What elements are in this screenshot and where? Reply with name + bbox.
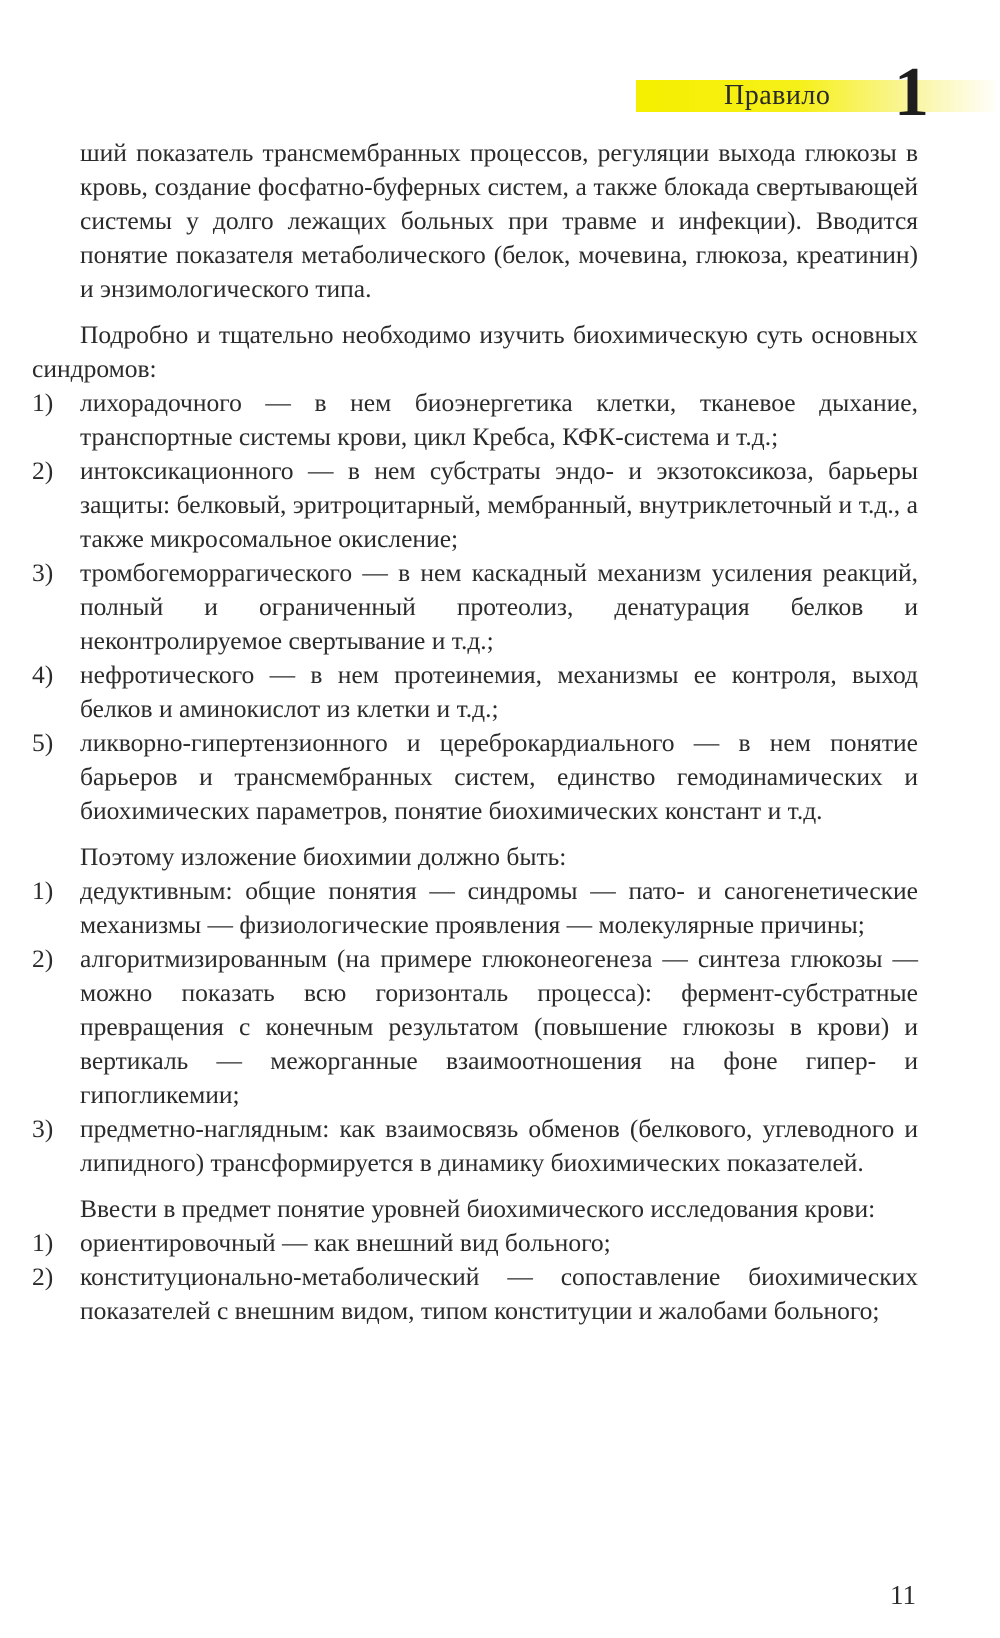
list-item-number: 2) <box>32 456 54 485</box>
running-header-label: Правило <box>724 80 831 111</box>
chapter-number: 1 <box>894 54 929 131</box>
page-body <box>32 136 918 1328</box>
list-item <box>32 556 918 658</box>
list-item <box>32 1260 918 1328</box>
list-item-text: интоксикационного — в нем субстраты эндо- и экзотоксикоза, барьеры защиты: белковый, эритроцитарный, мембранный, внутриклеточный и т.д., а также микросомальное окисление; <box>80 456 918 553</box>
list-item-text: ориентировочный — как внешний вид больного; <box>80 1228 611 1257</box>
levels-list <box>32 1226 918 1328</box>
list-item-number: 2) <box>32 1262 54 1291</box>
list-item <box>32 726 918 828</box>
paragraph-syndromes-intro: Подробно и тщательно необходимо изучить биохимическую суть основных синдромов: <box>32 320 918 383</box>
list-item <box>32 874 918 942</box>
list-item-number: 5) <box>32 728 54 757</box>
paragraph-continuation: ший показатель трансмембранных процессов, регуляции выхода глюкозы в кровь, создание фосфатно-буферных систем, а также блокада свертывающей системы у долго лежащих больных при травме и инфекции). Вводится понятие показателя метаболического (белок, мочевина, глюкоза, креатинин) и энзимологического типа. <box>80 138 918 303</box>
list-item <box>32 658 918 726</box>
list-item-number: 1) <box>32 876 54 905</box>
list-item-number: 4) <box>32 660 54 689</box>
list-item-number: 1) <box>32 388 54 417</box>
paragraph-presentation-intro: Поэтому изложение биохимии должно быть: <box>80 842 567 871</box>
paragraph-levels-intro: Ввести в предмет понятие уровней биохимического исследования крови: <box>80 1194 876 1223</box>
list-item-text: ликворно-гипертензионного и цереброкардиального — в нем понятие барьеров и трансмембранных систем, единство гемодинамических и биохимических параметров, понятие биохимических констант и т.д. <box>80 728 918 825</box>
list-item-text: тромбогеморрагического — в нем каскадный механизм усиления реакций, полный и ограниченный протеолиз, денатурация белков и неконтролируемое свертывание и т.д.; <box>80 558 918 655</box>
list-item-text: алгоритмизированным (на примере глюконеогенеза — синтеза глюкозы — можно показать всю горизонталь процесса): фермент-субстратные превращения с конечным результатом (повышение глюкозы в крови) и вертикаль — межорганные взаимоотношения на фоне гипер- и гипогликемии; <box>80 944 918 1109</box>
list-item-number: 3) <box>32 558 54 587</box>
list-item <box>32 1226 918 1260</box>
presentation-list <box>32 874 918 1180</box>
list-item <box>32 386 918 454</box>
list-item <box>32 942 918 1112</box>
list-item-text: дедуктивным: общие понятия — синдромы — пато- и саногенетические механизмы — физиологические проявления — молекулярные причины; <box>80 876 918 939</box>
list-item <box>32 1112 918 1180</box>
list-item-text: конституционально-метаболический — сопоставление биохимических показателей с внешним видом, типом конституции и жалобами больного; <box>80 1262 918 1325</box>
list-item-text: предметно-наглядным: как взаимосвязь обменов (белкового, углеводного и липидного) трансформируется в динамику биохимических показателей. <box>80 1114 918 1177</box>
syndromes-list <box>32 386 918 828</box>
page-number: 11 <box>890 1580 916 1610</box>
list-item-text: нефротического — в нем протеинемия, механизмы ее контроля, выход белков и аминокислот из клетки и т.д.; <box>80 660 918 723</box>
list-item <box>32 454 918 556</box>
list-item-number: 3) <box>32 1114 54 1143</box>
list-item-text: лихорадочного — в нем биоэнергетика клетки, тканевое дыхание, транспортные системы крови, цикл Кребса, КФК-система и т.д.; <box>80 388 918 451</box>
list-item-number: 2) <box>32 944 54 973</box>
list-item-number: 1) <box>32 1228 54 1257</box>
